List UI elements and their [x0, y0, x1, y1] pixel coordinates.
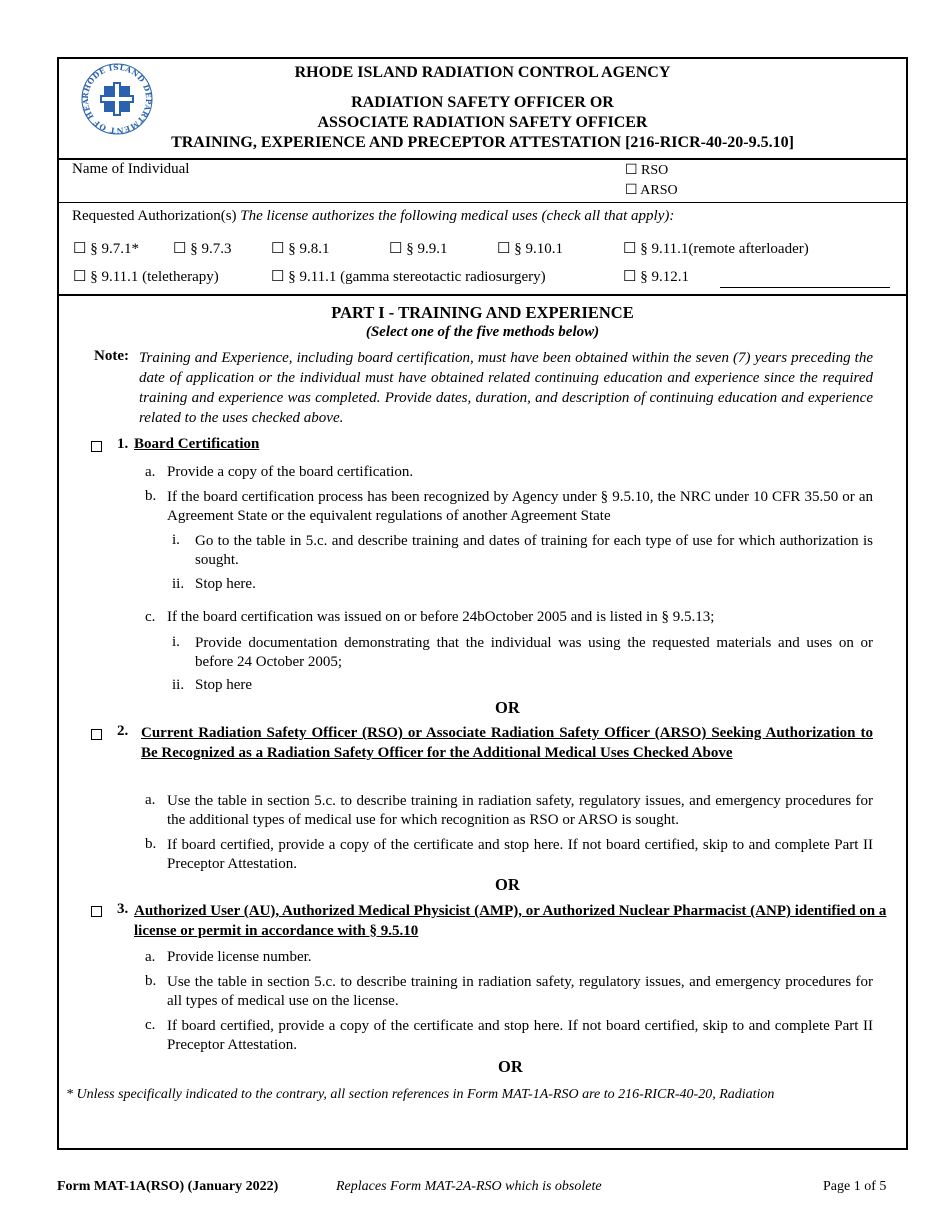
- auth-9-9-1[interactable]: ☐ § 9.9.1: [389, 241, 448, 257]
- part1-subtitle: (Select one of the five methods below): [365, 324, 600, 340]
- method-1-title: Board Certification: [134, 436, 260, 452]
- svg-text:RHODE ISLAND DEPARTMENT OF HEA: RHODE ISLAND DEPARTMENT OF HEA: [80, 62, 154, 136]
- page-number: Page 1 of 5: [823, 1179, 887, 1194]
- m3-c-letter: c.: [145, 1017, 156, 1033]
- requested-authorization: [72, 208, 674, 225]
- m3-b-letter: b.: [145, 973, 157, 989]
- auth-9-8-1[interactable]: ☐ § 9.8.1: [271, 241, 330, 257]
- or-separator-2: OR: [495, 875, 520, 894]
- m1-a-text: Provide a copy of the board certification.: [167, 464, 414, 480]
- m1-b-text: If the board certification process has been recognized by Agency under § 9.5.10, the NRC under 10 CFR 35.50 or an Agreement State or the equivalent regulations of another Agreement State: [167, 489, 873, 524]
- divider-name: [57, 202, 908, 203]
- or-separator-1: OR: [495, 698, 520, 717]
- m1-a-letter: a.: [145, 464, 156, 480]
- agency-name: RHODE ISLAND RADIATION CONTROL AGENCY: [294, 64, 671, 81]
- m2-b-text: If board certified, provide a copy of the certificate and stop here. If not board certified, skip to and complete Part II Preceptor Attestation.: [167, 837, 873, 872]
- title-line-3: TRAINING, EXPERIENCE AND PRECEPTOR ATTESTATION [216-RICR-40-20-9.5.10]: [171, 134, 794, 151]
- divider-header: [57, 158, 908, 160]
- method-1-number: 1.: [117, 436, 129, 452]
- divider-auth: [57, 294, 908, 296]
- note-text: Training and Experience, including board certification, must have been obtained within the seven (7) years preceding the date of application or the individual must have obtained related continuing education and experience since the required training and experience was completed. Provide dates, duration, and description of continuing education and experience related to the uses checked above.: [139, 350, 873, 426]
- m1-c-letter: c.: [145, 609, 156, 625]
- m2-a-letter: a.: [145, 792, 156, 808]
- rso-checkbox[interactable]: ☐ RSO: [625, 163, 669, 178]
- requested-authorization-label: Requested Authorization(s): [72, 208, 237, 224]
- form-number: Form MAT-1A(RSO) (January 2022): [57, 1179, 279, 1194]
- m1-c-ii-numeral: ii.: [172, 677, 185, 693]
- method-3-title: Authorized User (AU), Authorized Medical Physicist (AMP), or Authorized Nuclear Pharmacist (ANP) identified on a license or permit in accordance with § 9.5.10: [134, 903, 887, 939]
- note-label: Note:: [94, 348, 129, 364]
- m1-c-i-numeral: i.: [172, 634, 180, 650]
- method-2-number: 2.: [117, 723, 129, 739]
- m3-b-text: Use the table in section 5.c. to describe training in radiation safety, regulatory issues, and emergency procedures for all types of medical use on the license.: [167, 974, 873, 1009]
- part1-title: PART I - TRAINING AND EXPERIENCE: [331, 303, 634, 322]
- auth-9-11-1-remote[interactable]: ☐ § 9.11.1(remote afterloader): [623, 241, 809, 257]
- arso-checkbox[interactable]: ☐ ARSO: [625, 183, 678, 198]
- auth-9-12-1[interactable]: ☐ § 9.12.1: [623, 269, 689, 285]
- m3-c-text: If board certified, provide a copy of the certificate and stop here. If not board certified, skip to and complete Part II Preceptor Attestation.: [167, 1018, 873, 1053]
- method-2-title: Current Radiation Safety Officer (RSO) or Associate Radiation Safety Officer (ARSO) Seeking Authorization to Be Recognized as a Radiation Safety Officer for the Additional Medical Uses Checked Above: [141, 725, 873, 761]
- m1-b-ii-text: Stop here.: [195, 576, 256, 592]
- requested-authorization-note: The license authorizes the following medical uses (check all that apply):: [240, 208, 675, 224]
- title-line-1: RADIATION SAFETY OFFICER OR: [351, 94, 614, 111]
- m2-b-letter: b.: [145, 836, 157, 852]
- page-header: [57, 64, 908, 152]
- method-1-checkbox[interactable]: [91, 441, 102, 452]
- method-3-checkbox[interactable]: [91, 906, 102, 917]
- replaces-note: Replaces Form MAT-2A-RSO which is obsolete: [336, 1179, 602, 1194]
- m1-c-ii-text: Stop here: [195, 677, 253, 693]
- m1-b-letter: b.: [145, 488, 157, 504]
- m3-a-text: Provide license number.: [167, 949, 312, 965]
- footnote: * Unless specifically indicated to the contrary, all section references in Form MAT-1A-RSO are to 216-RICR-40-20, Radiation: [66, 1087, 775, 1102]
- auth-9-7-3[interactable]: ☐ § 9.7.3: [173, 241, 232, 257]
- m2-a-text: Use the table in section 5.c. to describe training in radiation safety, regulatory issues, and emergency procedures for the additional types of medical use for which recognition as RSO or ARSO is sought.: [167, 793, 873, 828]
- auth-9-11-1-teletherapy[interactable]: ☐ § 9.11.1 (teletherapy): [73, 269, 219, 285]
- m1-b-i-numeral: i.: [172, 532, 180, 548]
- name-of-individual-label: Name of Individual: [72, 161, 190, 177]
- m3-a-letter: a.: [145, 949, 156, 965]
- auth-other-blank-line[interactable]: [720, 287, 890, 288]
- m1-c-i-text: Provide documentation demonstrating that the individual was using the requested materials and uses on or before 24 October 2005;: [195, 635, 873, 670]
- auth-9-7-1[interactable]: ☐ § 9.7.1*: [73, 241, 139, 257]
- or-separator-3: OR: [498, 1057, 523, 1076]
- method-2-checkbox[interactable]: [91, 729, 102, 740]
- m1-c-text: If the board certification was issued on or before 24bOctober 2005 and is listed in § 9.5.13;: [167, 609, 715, 625]
- m1-b-ii-numeral: ii.: [172, 576, 185, 592]
- title-line-2: ASSOCIATE RADIATION SAFETY OFFICER: [317, 114, 648, 131]
- auth-9-10-1[interactable]: ☐ § 9.10.1: [497, 241, 563, 257]
- method-3-number: 3.: [117, 901, 129, 917]
- auth-9-11-1-gamma[interactable]: ☐ § 9.11.1 (gamma stereotactic radiosurgery): [271, 269, 546, 285]
- m1-b-i-text: Go to the table in 5.c. and describe training and dates of training for each type of use for which authorization is sought.: [195, 533, 873, 568]
